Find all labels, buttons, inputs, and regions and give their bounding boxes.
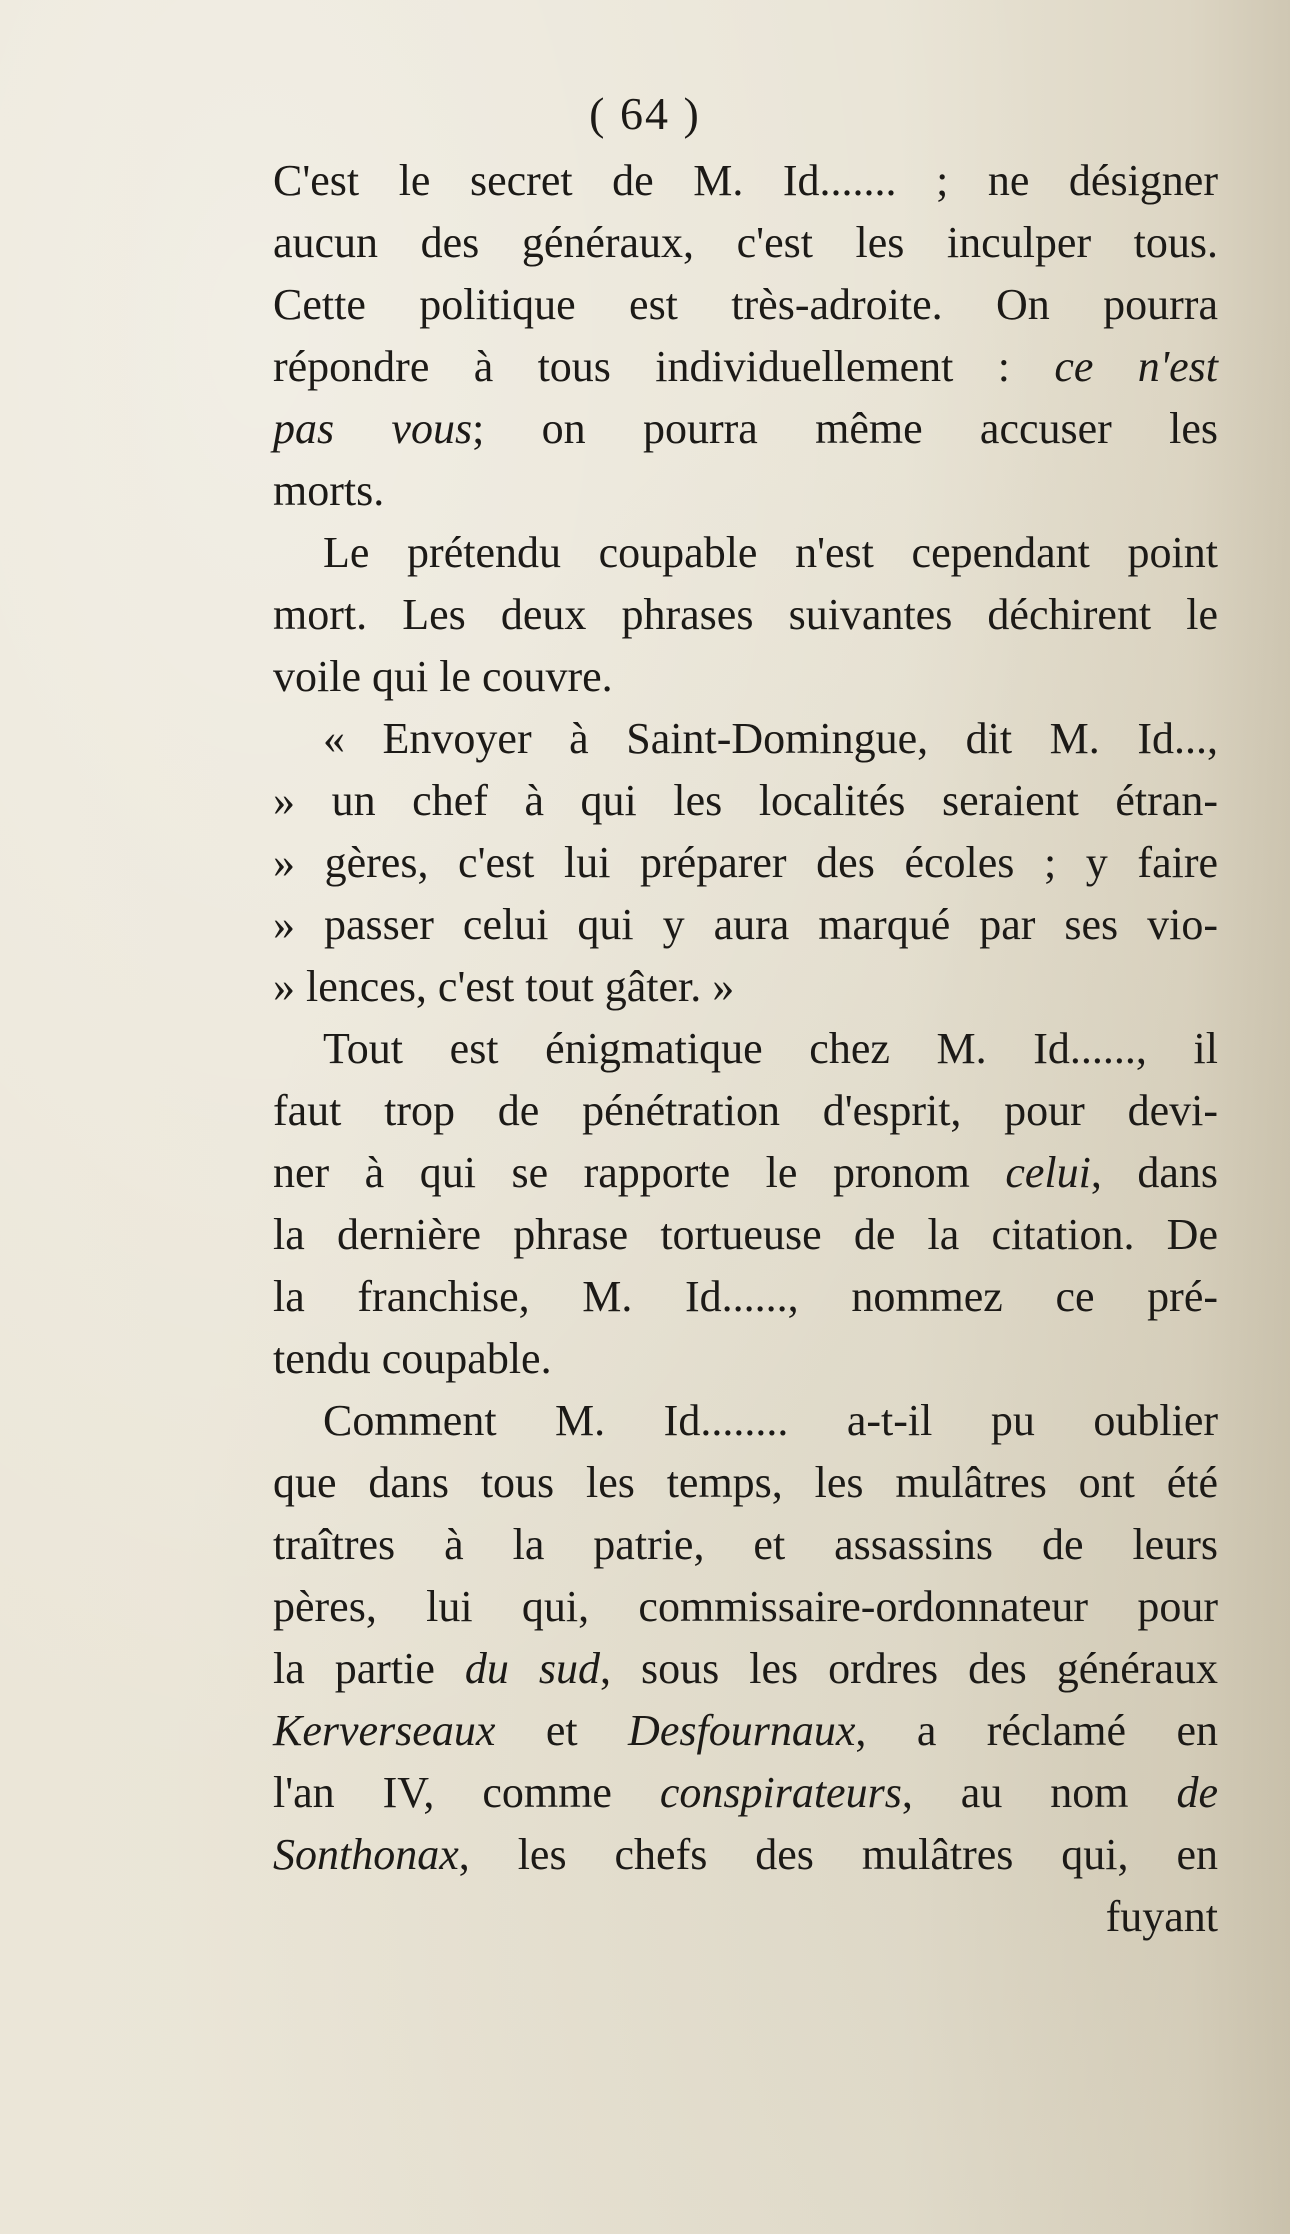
italic-text: pas vous [273, 404, 473, 453]
quote-line: » gères, c'est lui préparer des écoles ; y faire [273, 838, 1218, 887]
text-line: voile qui le couvre. [273, 652, 613, 701]
text-line: que dans tous les temps, les mulâtres ont été [273, 1458, 1218, 1507]
text-line: répondre à tous individuellement : ce n'est [273, 342, 1218, 391]
italic-text: celui [1005, 1148, 1091, 1197]
italic-text: Kerverseaux [273, 1706, 496, 1755]
italic-text: conspirateurs [659, 1768, 902, 1817]
body-text [273, 150, 1218, 1948]
text-line: ner à qui se rapporte le pronom celui, dans [273, 1148, 1218, 1197]
paragraph-start-line: Comment M. Id........ a-t-il pu oublier [323, 1396, 1218, 1445]
text-line: la partie du sud, sous les ordres des généraux [273, 1644, 1218, 1693]
quote-line: » lences, c'est tout gâter. » [273, 962, 735, 1011]
paragraph-start-line: Tout est énigmatique chez M. Id......, il [323, 1024, 1218, 1073]
italic-text: du sud [464, 1644, 601, 1693]
text-line: Kerverseaux et Desfournaux, a réclamé en [273, 1706, 1218, 1755]
italic-text: Sonthonax [273, 1830, 459, 1879]
text-line: la franchise, M. Id......, nommez ce pré- [273, 1272, 1218, 1321]
text-line: faut trop de pénétration d'esprit, pour devi- [273, 1086, 1218, 1135]
text-line: pas vous; on pourra même accuser les [273, 404, 1218, 453]
catchword: fuyant [1105, 1892, 1218, 1941]
quote-line: » passer celui qui y aura marqué par ses vio- [273, 900, 1218, 949]
text-line: tendu coupable. [273, 1334, 552, 1383]
text-line: aucun des généraux, c'est les inculper tous. [273, 218, 1218, 267]
text-line: pères, lui qui, commissaire-ordonnateur pour [273, 1582, 1218, 1631]
text-line: C'est le secret de M. Id....... ; ne désigner [273, 156, 1218, 205]
italic-text: ce n'est [1054, 342, 1218, 391]
paragraph-start-line: Le prétendu coupable n'est cependant point [323, 528, 1218, 577]
quote-line: » un chef à qui les localités seraient étran- [273, 776, 1218, 825]
text-line: la dernière phrase tortueuse de la citation. De [273, 1210, 1218, 1259]
italic-text: Desfournaux [628, 1706, 856, 1755]
italic-text: de [1176, 1768, 1218, 1817]
text-line: mort. Les deux phrases suivantes déchirent le [273, 590, 1218, 639]
page-number: ( 64 ) [589, 88, 701, 139]
text-line: Cette politique est très-adroite. On pourra [273, 280, 1218, 329]
text-line: morts. [273, 466, 385, 515]
text-line: traîtres à la patrie, et assassins de leurs [273, 1520, 1218, 1569]
text-line: Sonthonax, les chefs des mulâtres qui, en [273, 1830, 1218, 1879]
text-line: l'an IV, comme conspirateurs, au nom de [273, 1768, 1218, 1817]
quote-line: « Envoyer à Saint-Domingue, dit M. Id..., [323, 714, 1218, 763]
